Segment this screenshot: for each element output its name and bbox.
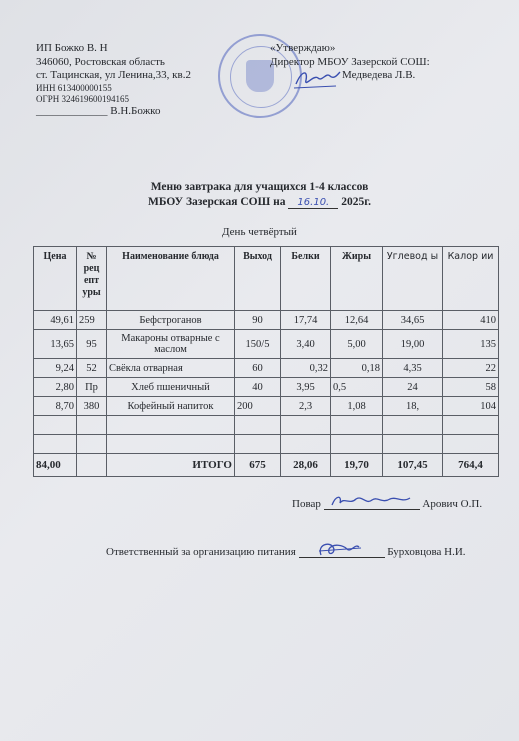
total-proteins: 28,06 — [281, 454, 331, 477]
dish-cell: Кофейный напиток — [107, 397, 235, 416]
dish-cell: Бефстроганов — [107, 311, 235, 330]
proteins-cell: 3,40 — [281, 330, 331, 359]
calories-cell: 22 — [443, 359, 499, 378]
calories-cell: 104 — [443, 397, 499, 416]
total-carbs: 107,45 — [383, 454, 443, 477]
menu-date: 16.10. — [288, 197, 338, 209]
col-price: Цена — [34, 247, 77, 311]
table-row-empty — [34, 435, 499, 454]
org-address: 346060, Ростовская область — [36, 55, 165, 68]
portion-cell: 40 — [235, 378, 281, 397]
menu-table — [33, 246, 499, 477]
portion-cell: 200 — [235, 397, 281, 416]
cook-role: Повар — [292, 498, 321, 510]
year: 2025г. — [341, 196, 372, 208]
carbs-cell: 34,65 — [383, 311, 443, 330]
table-row — [34, 330, 499, 359]
menu-subtitle — [0, 196, 519, 209]
portion-cell: 60 — [235, 359, 281, 378]
cook-signature-block — [292, 495, 482, 510]
recipe-cell: 259 — [77, 311, 107, 330]
approval-label: «Утверждаю» — [270, 42, 336, 54]
table-header-row — [34, 247, 499, 311]
recipe-cell: 380 — [77, 397, 107, 416]
dish-cell: Свёкла отварная — [107, 359, 235, 378]
org-street: ст. Тацинская, ул Ленина,33, кв.2 — [36, 69, 191, 81]
org-inn: ИНН 613400000155 — [36, 82, 112, 93]
total-portion: 675 — [235, 454, 281, 477]
table-total-row — [34, 454, 499, 477]
director-signature — [292, 64, 342, 94]
total-recipe — [77, 454, 107, 477]
col-calories: Калор ии — [443, 247, 499, 311]
responsible-signature — [299, 539, 385, 559]
responsible-name: Бурховцова Н.И. — [387, 546, 466, 558]
day-label: День четвёртый — [222, 226, 297, 238]
table-row — [34, 378, 499, 397]
calories-cell: 410 — [443, 311, 499, 330]
org-signature-line: _____________ В.Н.Божко — [36, 104, 161, 117]
cook-name: Арович О.П. — [422, 498, 483, 510]
director-name: Медведева Л.В. — [342, 69, 416, 81]
price-cell: 2,80 — [34, 378, 77, 397]
table-row — [34, 359, 499, 378]
price-cell: 13,65 — [34, 330, 77, 359]
carbs-cell: 18, — [383, 397, 443, 416]
responsible-signature-line — [299, 543, 385, 558]
portion-cell: 90 — [235, 311, 281, 330]
carbs-cell: 24 — [383, 378, 443, 397]
fats-cell: 0,18 — [331, 359, 383, 378]
fats-cell: 0,5 — [331, 378, 383, 397]
col-recipe-no: № рец епт уры — [77, 247, 107, 311]
recipe-cell: Пр — [77, 378, 107, 397]
dish-cell: Хлеб пшеничный — [107, 378, 235, 397]
col-dish-name: Наименование блюда — [107, 247, 235, 311]
total-price: 84,00 — [34, 454, 77, 477]
organization-block — [36, 42, 191, 118]
price-cell: 9,24 — [34, 359, 77, 378]
proteins-cell: 3,95 — [281, 378, 331, 397]
org-ogrn: ОГРН 324619600194165 — [36, 93, 129, 104]
cook-signature-line — [324, 495, 420, 510]
total-fats: 19,70 — [331, 454, 383, 477]
proteins-cell: 0,32 — [281, 359, 331, 378]
total-label: ИТОГО — [107, 454, 235, 477]
org-name: ИП Божко В. Н — [36, 42, 108, 54]
carbs-cell: 19,00 — [383, 330, 443, 359]
dish-cell: Макароны отварные с маслом — [107, 330, 235, 359]
recipe-cell: 52 — [77, 359, 107, 378]
col-carbs: Углевод ы — [383, 247, 443, 311]
fats-cell: 1,08 — [331, 397, 383, 416]
recipe-cell: 95 — [77, 330, 107, 359]
proteins-cell: 17,74 — [281, 311, 331, 330]
proteins-cell: 2,3 — [281, 397, 331, 416]
table-row-empty — [34, 416, 499, 435]
table-row — [34, 397, 499, 416]
price-cell: 49,61 — [34, 311, 77, 330]
col-fats: Жиры — [331, 247, 383, 311]
responsible-role: Ответственный за организацию питания — [106, 546, 296, 558]
director-position: Директор МБОУ Зазерской СОШ: — [270, 55, 430, 68]
cook-signature — [324, 491, 420, 511]
menu-title: Меню завтрака для учащихся 1-4 классов — [150, 181, 369, 193]
total-calories: 764,4 — [443, 454, 499, 477]
table-row — [34, 311, 499, 330]
calories-cell: 58 — [443, 378, 499, 397]
col-proteins: Белки — [281, 247, 331, 311]
fats-cell: 12,64 — [331, 311, 383, 330]
calories-cell: 135 — [443, 330, 499, 359]
carbs-cell: 4,35 — [383, 359, 443, 378]
col-portion: Выход — [235, 247, 281, 311]
price-cell: 8,70 — [34, 397, 77, 416]
responsible-signature-block — [106, 543, 466, 558]
fats-cell: 5,00 — [331, 330, 383, 359]
portion-cell: 150/5 — [235, 330, 281, 359]
school-name: МБОУ Зазерская СОШ на — [147, 196, 286, 208]
